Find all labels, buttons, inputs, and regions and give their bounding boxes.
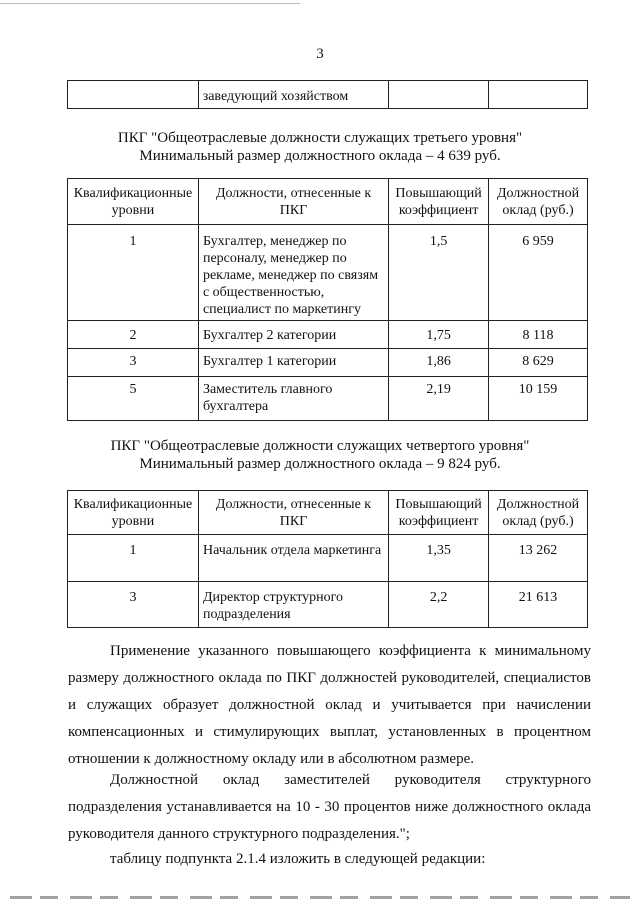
table-cell: Бухгалтер 1 категории — [198, 349, 388, 377]
table-header-row — [68, 179, 588, 225]
table-cell: 1 — [68, 225, 199, 321]
section2-title: ПКГ "Общеотраслевые должности служащих четвертого уровня" — [110, 438, 530, 454]
table-row — [68, 349, 588, 377]
table-cell: 2,2 — [389, 582, 489, 628]
table-cell: Начальник отдела маркетинга — [198, 535, 388, 582]
table-cell: 1,35 — [389, 535, 489, 582]
table-cell: 1,5 — [389, 225, 489, 321]
table-cell: заведующий хозяйством — [198, 81, 389, 109]
table-cell: 5 — [68, 377, 199, 421]
header-cell: Должностной оклад (руб.) — [489, 491, 588, 535]
table-cell: 10 159 — [489, 377, 588, 421]
header-cell: Повышающий коэффициент — [389, 491, 489, 535]
table-cell: 1,75 — [389, 321, 489, 349]
table-cell: 2,19 — [389, 377, 489, 421]
section1-subtitle: Минимальный размер должностного оклада – 4 639 руб. — [139, 148, 501, 164]
table-cell: 8 118 — [489, 321, 588, 349]
section1-heading — [0, 129, 640, 165]
table-row — [68, 535, 588, 582]
header-cell: Квалификационные уровни — [68, 179, 199, 225]
table-row — [68, 321, 588, 349]
table-cell: 3 — [68, 349, 199, 377]
table-row — [68, 81, 588, 109]
section1-title: ПКГ "Общеотраслевые должности служащих третьего уровня" — [117, 130, 523, 146]
page-number: 3 — [316, 46, 324, 62]
table-cell: Бухгалтер 2 категории — [198, 321, 388, 349]
table-cell — [489, 81, 588, 109]
header-cell: Повышающий коэффициент — [389, 179, 489, 225]
table-cell: 2 — [68, 321, 199, 349]
top-edge-rule — [0, 3, 300, 4]
section2-subtitle: Минимальный размер должностного оклада – 9 824 руб. — [139, 456, 501, 472]
table-cell: 6 959 — [489, 225, 588, 321]
table-row — [68, 377, 588, 421]
paragraph-coefficient-application: Применение указанного повышающего коэффициента к минимальному размеру должностного оклада по ПКГ должностей руководителей, специалистов и служащих образует должностной оклад и учитывается при начислении компенсационных и стимулирующих выплат, установленных в процентном отношении к должностному окладу или в абсолютном размере. — [68, 643, 591, 767]
header-cell: Квалификационные уровни — [68, 491, 199, 535]
header-cell: Должностной оклад (руб.) — [489, 179, 588, 225]
table-cell: Заместитель главного бухгалтера — [198, 377, 388, 421]
section1-table — [67, 178, 588, 421]
section2-heading — [0, 437, 640, 473]
table-cell: 1,86 — [389, 349, 489, 377]
paragraph-table-instruction: таблицу подпункта 2.1.4 изложить в следующей редакции: — [110, 851, 486, 867]
table-cell: 3 — [68, 582, 199, 628]
table-cell — [389, 81, 489, 109]
cut-off-next-line — [10, 896, 630, 899]
paragraph-deputy-salary: Должностной оклад заместителей руководителя структурного подразделения устанавливается на 10 - 30 процентов ниже должностного оклада руководителя данного структурного подразделения."; — [68, 772, 591, 842]
table-cell: 1 — [68, 535, 199, 582]
table-cell: 8 629 — [489, 349, 588, 377]
table-header-row — [68, 491, 588, 535]
table-row — [68, 225, 588, 321]
table-cell: 13 262 — [489, 535, 588, 582]
table-row — [68, 582, 588, 628]
section2-table — [67, 490, 588, 628]
header-cell: Должности, отнесенные к ПКГ — [198, 179, 388, 225]
table-cell — [68, 81, 199, 109]
table-cell: Бухгалтер, менеджер по персоналу, менеджер по рекламе, менеджер по связям с общественностью, специалист по маркетингу — [198, 225, 388, 321]
table-cell: 21 613 — [489, 582, 588, 628]
header-cell: Должности, отнесенные к ПКГ — [198, 491, 388, 535]
continued-table — [67, 80, 588, 109]
table-cell: Директор структурного подразделения — [198, 582, 388, 628]
